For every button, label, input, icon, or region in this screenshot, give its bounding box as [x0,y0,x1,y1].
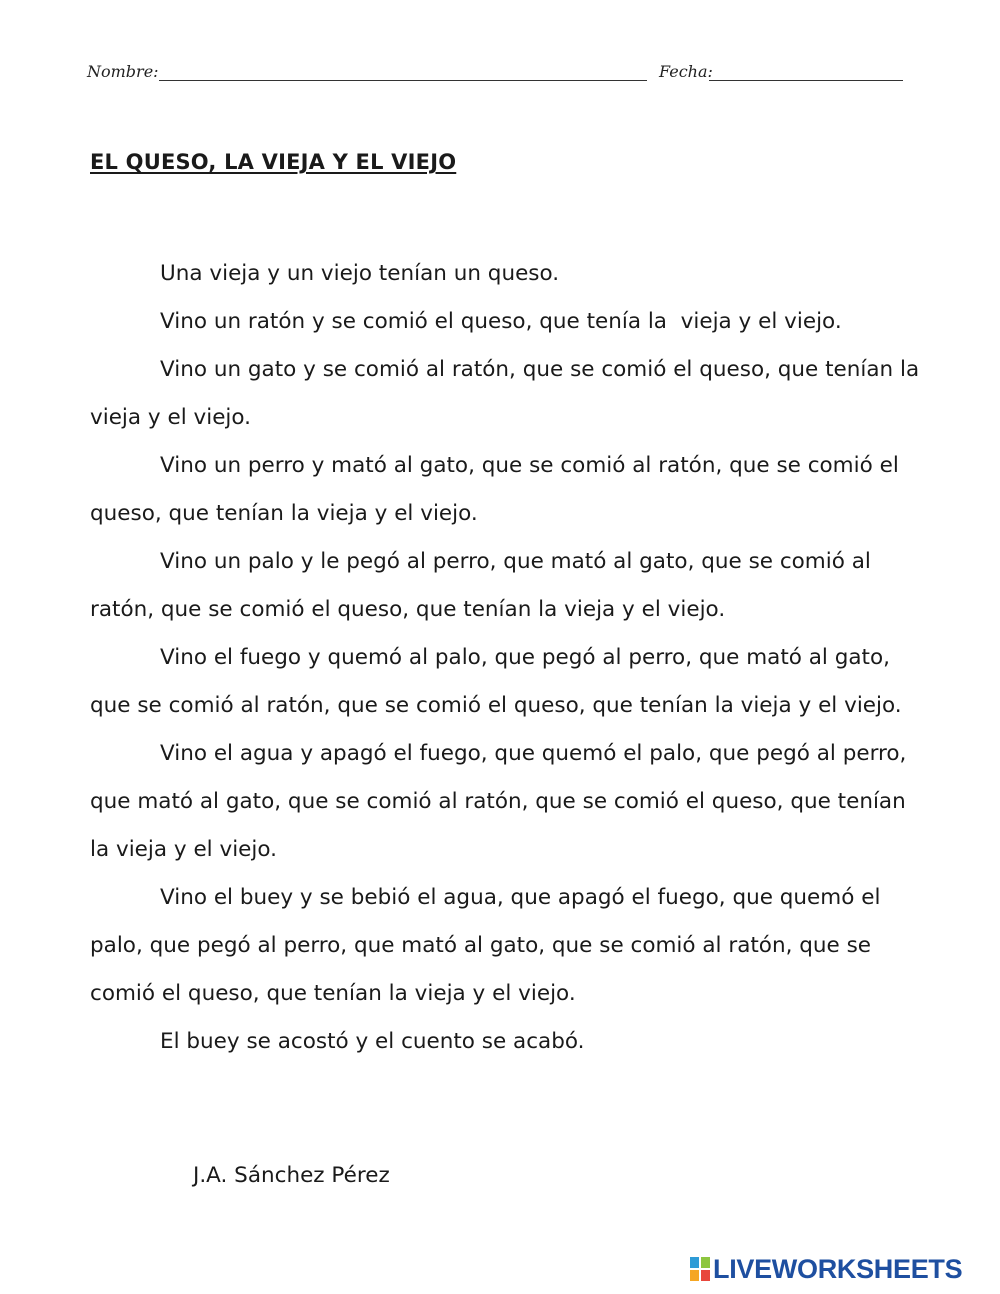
paragraph: Vino un gato y se comió al ratón, que se comió el queso, que tenían la vieja y el viejo. [90,357,920,430]
date-label: Fecha: [659,62,713,81]
paragraph: Vino el buey y se bebió el agua, que apagó el fuego, que quemó el palo, que pegó al perro, que mató al gato, que se comió al ratón, que se comió el queso, que tenían la vieja y el viejo. [90,885,881,1006]
story-text [90,250,920,1066]
paragraph: El buey se acostó y el cuento se acabó. [160,1029,585,1054]
paragraph: Vino un ratón y se comió el queso, que tenía la vieja y el viejo. [160,309,842,334]
brand-text: LIVEWORKSHEETS [713,1253,963,1284]
page-title: EL QUESO, LA VIEJA Y EL VIEJO [90,150,457,174]
header [87,60,907,90]
liveworksheets-brand[interactable] [690,1255,962,1283]
date-field[interactable] [709,80,903,81]
name-field[interactable] [159,80,647,81]
paragraph: Vino un palo y le pegó al perro, que mató al gato, que se comió al ratón, que se comió el queso, que tenían la vieja y el viejo. [90,549,871,622]
name-label: Nombre: [87,62,159,81]
paragraph: Vino un perro y mató al gato, que se comió al ratón, que se comió el queso, que tenían la vieja y el viejo. [90,453,899,526]
paragraph: Vino el fuego y quemó al palo, que pegó al perro, que mató al gato, que se comió al ratón, que se comió el queso, que tenían la vieja y el viejo. [90,645,902,718]
author: J.A. Sánchez Pérez [193,1163,390,1188]
paragraph: Vino el agua y apagó el fuego, que quemó el palo, que pegó al perro, que mató al gato, que se comió al ratón, que se comió el queso, que tenían la vieja y el viejo. [90,741,907,862]
liveworksheets-logo-icon [690,1257,710,1281]
paragraph: Una vieja y un viejo tenían un queso. [160,261,560,286]
